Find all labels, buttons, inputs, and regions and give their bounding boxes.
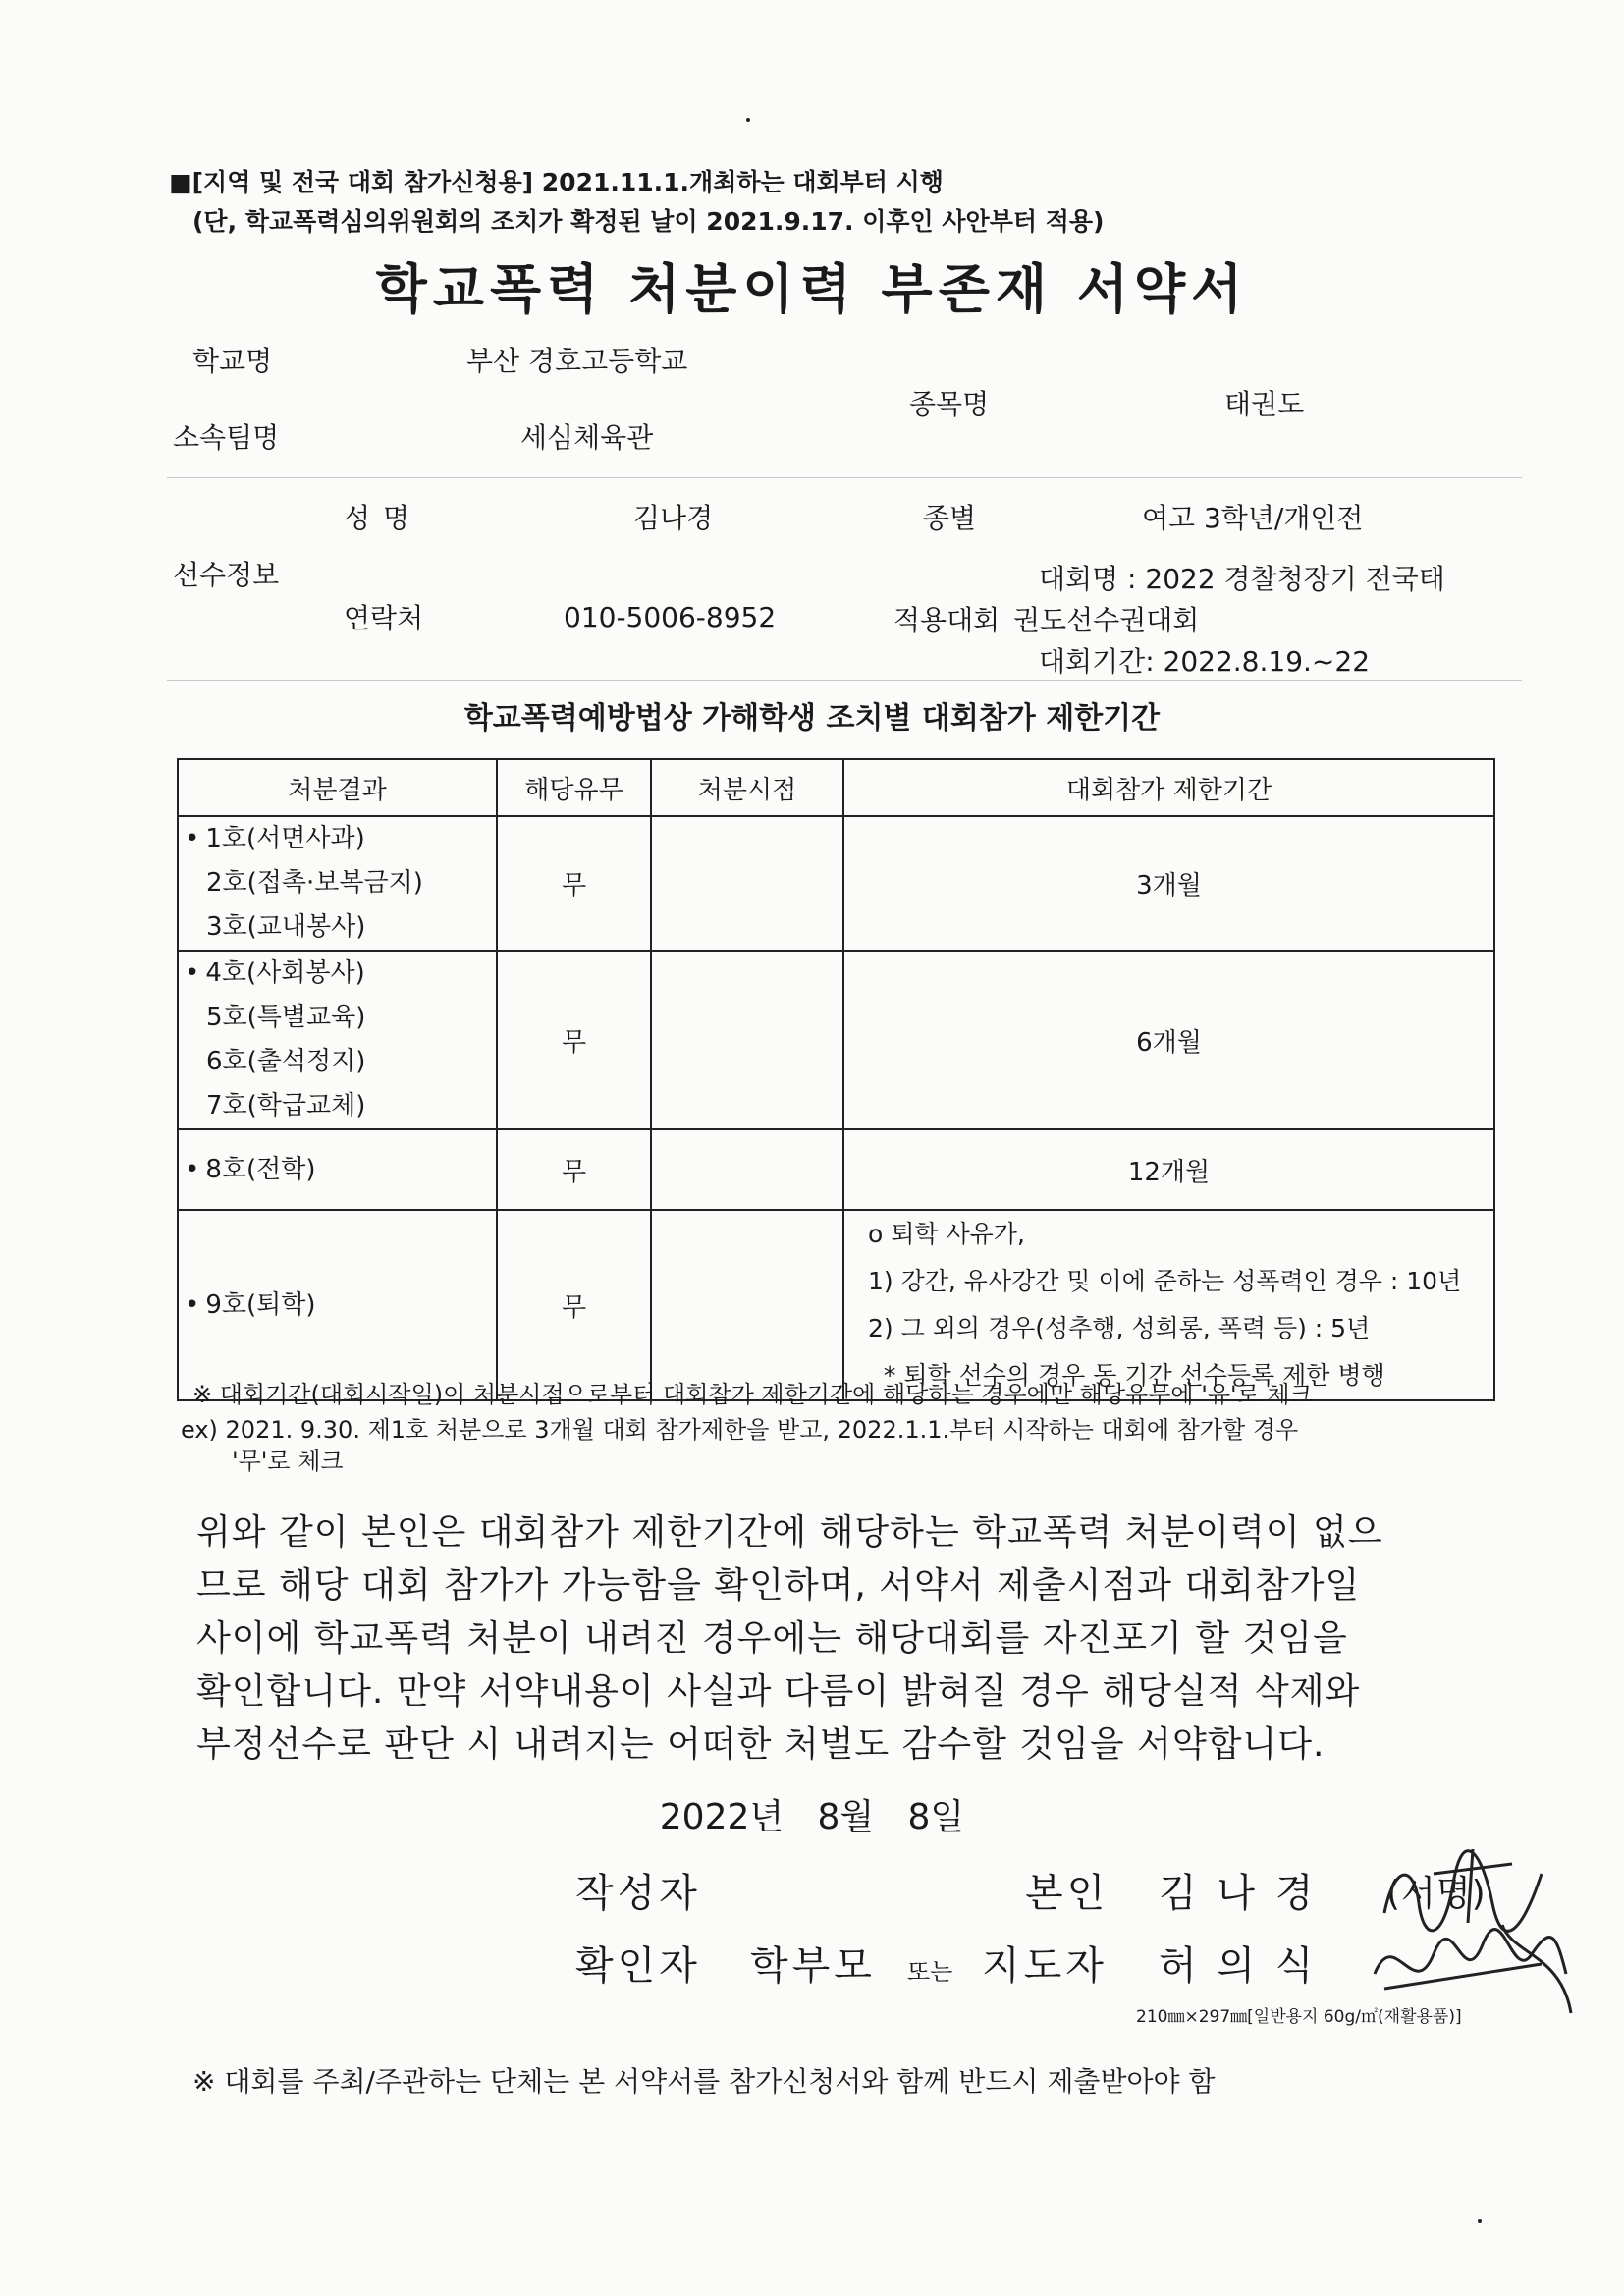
table-row [178, 951, 1494, 1129]
divider [167, 477, 1522, 478]
writer-label: 작성자 [575, 1871, 701, 1916]
footer-note: ※ 대회를 주최/주관하는 단체는 본 서약서를 참가신청서와 함께 반드시 제출받아야 함 [192, 2065, 1216, 2098]
document-title: 학교폭력 처분이력 부존재 서약서 [375, 258, 1249, 320]
code-item: 6호(출석정지) [206, 1047, 366, 1076]
writer-role: 본인 [1025, 1871, 1110, 1916]
applies-cell: 무 [497, 816, 651, 951]
period-cell: 3개월 [843, 816, 1494, 951]
time-cell [651, 951, 843, 1129]
paper-spec: 210㎜×297㎜[일반용지 60g/㎡(재활용품)] [1136, 2007, 1462, 2027]
period-line: o 퇴학 사유가, [868, 1220, 1025, 1248]
table-row [178, 816, 1494, 951]
event-value: 태권도 [1224, 388, 1305, 420]
codes-cell [178, 1129, 497, 1210]
time-cell [651, 1129, 843, 1210]
applies-cell: 무 [497, 1129, 651, 1210]
restriction-table [177, 758, 1495, 1401]
period-cell: 6개월 [843, 951, 1494, 1129]
category-label: 종별 [923, 502, 977, 534]
code-item: • 1호(서면사과) [189, 817, 486, 861]
writer-sign-mark: (서명) [1386, 1874, 1487, 1914]
pledge-date: 2022년 8월 8일 [659, 1797, 965, 1837]
table-row [178, 1210, 1494, 1400]
name-value: 김나경 [633, 502, 714, 534]
notice-line-2: (단, 학교폭력심의위원회의 조치가 확정된 날이 2021.9.17. 이후인 사안부터 적용) [192, 207, 1105, 236]
pledge-line: 확인합니다. 만약 서약내용이 사실과 다름이 밝혀질 경우 해당실적 삭제와 [196, 1671, 1361, 1712]
pledge-line: 위와 같이 본인은 대회참가 제한기간에 해당하는 학교폭력 처분이력이 없으 [196, 1512, 1383, 1553]
confirmer-label: 확인자 [575, 1943, 701, 1989]
applies-cell: 무 [497, 1210, 651, 1400]
pledge-line: 사이에 학교폭력 처분이 내려진 경우에는 해당대회를 자진포기 할 것임을 [196, 1618, 1348, 1659]
table-row [178, 1129, 1494, 1210]
confirmer-or: 또는 [907, 1958, 953, 1986]
table-header-row [178, 759, 1494, 816]
note-3: '무'로 체크 [232, 1448, 344, 1475]
applies-cell: 무 [497, 951, 651, 1129]
competition-name-line1: 대회명 : 2022 경찰청장기 전국태 [1039, 563, 1445, 595]
code-item: 3호(교내봉사) [206, 912, 366, 942]
header-period: 대회참가 제한기간 [843, 759, 1494, 816]
period-cell [843, 1210, 1494, 1400]
code-item: 2호(접촉·보복금지) [206, 868, 423, 898]
divider [167, 680, 1522, 681]
period-line: 2) 그 외의 경우(성추행, 성희롱, 폭력 등) : 5년 [868, 1314, 1371, 1342]
competition-period: 대회기간: 2022.8.19.~22 [1039, 645, 1371, 678]
code-item: • 4호(사회봉사) [189, 952, 486, 996]
note-1: ※ 대회기간(대회시작일)이 처분시점으로부터 대회참가 제한기간에 해당하는 경우에만 해당유무에 '유'로 체크 [192, 1381, 1313, 1408]
team-value: 세심체육관 [520, 421, 654, 454]
school-label: 학교명 [192, 345, 273, 377]
category-value: 여고 3학년/개인전 [1142, 502, 1364, 534]
confirmer-role-coach: 지도자 [982, 1943, 1108, 1989]
codes-cell [178, 951, 497, 1129]
athlete-section-label: 선수정보 [173, 559, 280, 591]
contact-label: 연락처 [344, 602, 424, 634]
period-cell: 12개월 [843, 1129, 1494, 1210]
period-line: * 퇴학 선수의 경우 동 기간 선수등록 제한 병행 [868, 1361, 1385, 1390]
school-value: 부산 경호고등학교 [466, 345, 688, 377]
table-subtitle: 학교폭력예방법상 가해학생 조치별 대회참가 제한기간 [463, 701, 1161, 736]
period-line: 1) 강간, 유사강간 및 이에 준하는 성폭력인 경우 : 10년 [868, 1267, 1462, 1295]
code-item: • 8호(전학) [189, 1148, 486, 1192]
competition-name-line2: 권도선수권대회 [1013, 604, 1200, 636]
scan-speck [1478, 2219, 1482, 2223]
contact-value: 010-5006-8952 [564, 601, 777, 633]
codes-cell [178, 816, 497, 951]
codes-cell [178, 1210, 497, 1400]
code-item: 7호(학급교체) [206, 1091, 366, 1121]
team-label: 소속팀명 [173, 421, 280, 454]
header-result: 처분결과 [178, 759, 497, 816]
code-item: • 9호(퇴학) [189, 1284, 486, 1328]
confirmer-role-parent: 학부모 [750, 1943, 876, 1989]
name-label: 성 명 [344, 502, 411, 534]
code-item: 5호(특별교육) [206, 1003, 366, 1032]
note-2: ex) 2021. 9.30. 제1호 처분으로 3개월 대회 참가제한을 받고, 2022.1.1.부터 시작하는 대회에 참가할 경우 [181, 1416, 1299, 1444]
header-time: 처분시점 [651, 759, 843, 816]
time-cell [651, 1210, 843, 1400]
writer-name: 김 나 경 [1159, 1871, 1318, 1916]
event-label: 종목명 [909, 388, 990, 420]
time-cell [651, 816, 843, 951]
applied-competition-label: 적용대회 [893, 604, 1001, 636]
confirmer-name: 허 의 식 [1159, 1943, 1318, 1989]
notice-line-1: ■[지역 및 전국 대회 참가신청용] 2021.11.1.개최하는 대회부터 시행 [169, 168, 944, 196]
scan-speck [746, 118, 750, 122]
header-applies: 해당유무 [497, 759, 651, 816]
pledge-line: 므로 해당 대회 참가가 가능함을 확인하며, 서약서 제출시점과 대회참가일 [196, 1565, 1361, 1606]
pledge-line: 부정선수로 판단 시 내려지는 어떠한 처벌도 감수할 것임을 서약합니다. [196, 1724, 1326, 1765]
